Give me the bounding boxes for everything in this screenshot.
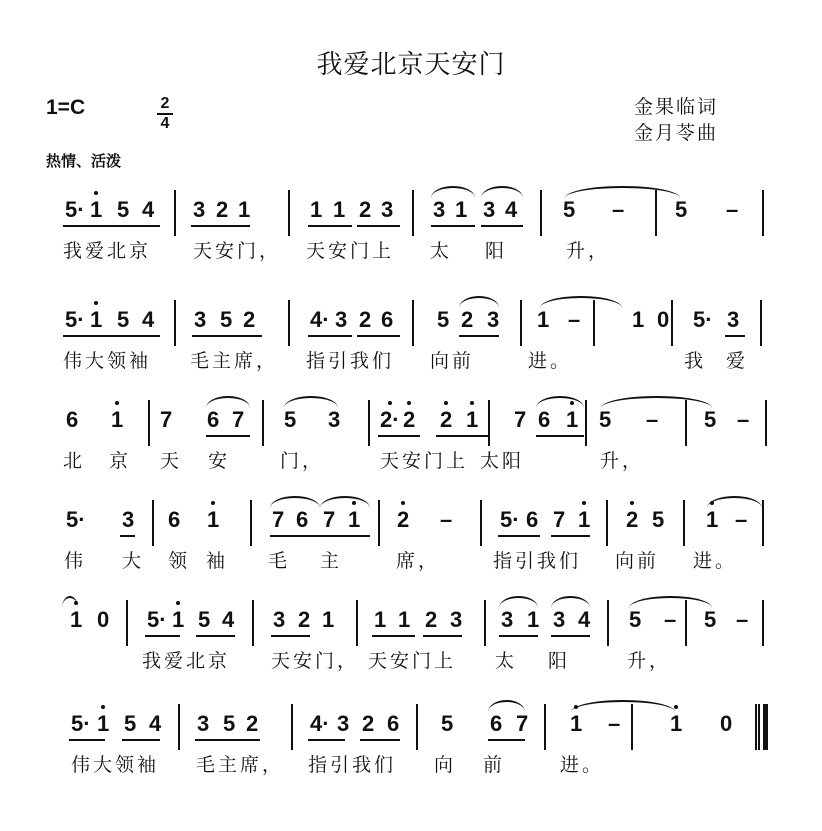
eighth-note-underline — [378, 435, 420, 437]
note: 7 — [232, 407, 245, 432]
lyric-text: 京 — [109, 450, 132, 472]
eighth-note-underline — [271, 635, 310, 637]
bar-line — [762, 190, 764, 236]
slur-arc — [206, 396, 250, 408]
note: 7 — [514, 407, 527, 432]
note: 4 — [142, 197, 155, 222]
note: 3 — [122, 507, 135, 532]
note: 6 — [387, 711, 400, 736]
note: 6 — [381, 307, 394, 332]
note: 7 — [160, 407, 173, 432]
note: – — [737, 407, 750, 432]
bar-line — [484, 600, 486, 646]
slur-arc — [270, 496, 320, 508]
notation-row — [0, 698, 822, 788]
bar-line — [250, 500, 252, 546]
bar-line — [540, 190, 542, 236]
note: 5 — [652, 507, 665, 532]
note: 2 — [626, 508, 638, 532]
note: 5 — [437, 307, 450, 332]
slur-arc — [431, 186, 475, 198]
slur-arc — [571, 700, 675, 712]
note: 2 — [359, 197, 372, 222]
note: 5 — [675, 197, 688, 222]
note: 0 — [720, 711, 733, 736]
bar-line — [368, 400, 370, 446]
note: 3 — [194, 307, 207, 332]
eighth-note-underline — [145, 635, 180, 637]
slur-arc — [565, 186, 680, 198]
bar-line — [607, 600, 609, 646]
note: 6 — [296, 507, 309, 532]
slur-arc — [320, 496, 370, 508]
lyric-text: 进。 — [528, 350, 573, 372]
bar-line — [152, 500, 154, 546]
note: 3 — [450, 607, 463, 632]
tempo-marking: 热情、活泼 — [46, 152, 122, 170]
slur-arc — [707, 496, 762, 508]
eighth-note-underline — [459, 335, 499, 337]
note: 5 — [117, 307, 130, 332]
bar-line — [126, 600, 128, 646]
note: 3 — [553, 607, 566, 632]
lyric-text: 毛 — [268, 550, 291, 572]
lyric-text: 我 — [684, 350, 707, 372]
note: 1 — [706, 508, 718, 532]
eighth-note-underline — [725, 335, 745, 337]
eighth-note-underline — [431, 225, 475, 227]
lyric-text: 毛主席， — [190, 350, 279, 372]
lyric-text: 升， — [627, 650, 672, 672]
eighth-note-underline — [488, 739, 525, 741]
note: 2 — [359, 307, 372, 332]
note: 1 — [333, 197, 346, 222]
bar-line — [671, 300, 673, 346]
lyric-text: 大 — [122, 550, 145, 572]
lyric-text: 伟大领袖 — [71, 754, 160, 776]
bar-line — [760, 300, 762, 346]
note: 1 — [90, 198, 102, 222]
lyric-text: 席， — [396, 550, 441, 572]
note: 3 — [328, 407, 341, 432]
bar-line — [412, 190, 414, 236]
bar-line — [412, 300, 414, 346]
eighth-note-underline — [536, 435, 584, 437]
bar-line — [683, 500, 685, 546]
lyric-text: 北 — [63, 450, 86, 472]
eighth-note-underline — [372, 635, 415, 637]
note: – — [608, 711, 621, 736]
bar-line — [606, 500, 608, 546]
note: 1 — [398, 607, 411, 632]
bar-line — [291, 704, 293, 750]
slur-arc — [459, 296, 499, 308]
eighth-note-underline — [69, 739, 105, 741]
note: 6 — [168, 507, 181, 532]
lyric-text: 向前 — [430, 350, 475, 372]
note: 5· — [65, 307, 85, 332]
lyric-text: 进。 — [560, 754, 605, 776]
note: – — [646, 407, 659, 432]
eighth-note-underline — [63, 225, 160, 227]
slur-arc — [540, 296, 622, 308]
time-signature-numerator: 2 — [160, 95, 170, 112]
lyric-text: 阳 — [548, 650, 571, 672]
slur-arc — [629, 596, 712, 608]
eighth-note-underline — [360, 739, 400, 741]
note: 1 — [70, 608, 82, 632]
high-octave-dot — [401, 501, 405, 505]
note: 1 — [111, 408, 123, 432]
lyric-text: 天 — [160, 450, 183, 472]
note: 7 — [553, 507, 566, 532]
eighth-note-underline — [357, 335, 400, 337]
note: 5 — [704, 607, 717, 632]
note: 2 — [362, 711, 375, 736]
note: 1 — [632, 307, 645, 332]
eighth-note-underline — [191, 225, 250, 227]
slur-arc — [551, 596, 590, 608]
note: 1 — [238, 197, 251, 222]
lyric-text: 天安门， — [271, 650, 360, 672]
song-title: 我爱北京天安门 — [316, 50, 506, 80]
eighth-note-underline — [192, 335, 262, 337]
note: 5 — [284, 407, 297, 432]
final-bar-thin — [758, 704, 760, 750]
final-bar-thick — [763, 704, 768, 750]
high-octave-dot — [470, 401, 474, 405]
note: 2 — [298, 607, 311, 632]
note: 2 — [216, 197, 229, 222]
note: 1 — [455, 197, 468, 222]
high-octave-dot — [444, 401, 448, 405]
high-octave-dot — [94, 191, 98, 195]
slur-arc — [62, 596, 78, 608]
notation-row — [0, 494, 822, 584]
note: 5· — [66, 507, 86, 532]
lyric-text: 前 — [483, 754, 506, 776]
lyric-text: 天安门， — [193, 240, 282, 262]
note: 5 — [117, 197, 130, 222]
bar-line — [480, 500, 482, 546]
lyric-text: 指引我们 — [493, 550, 582, 572]
bar-line — [765, 400, 767, 446]
composer-credit: 金月苓曲 — [634, 122, 719, 144]
lyric-text: 天安门上 — [380, 450, 469, 472]
note: 1 — [566, 408, 578, 432]
note: 5· — [147, 607, 167, 632]
note: 1 — [466, 408, 478, 432]
note: 2 — [397, 508, 409, 532]
note: 5 — [704, 407, 717, 432]
bar-line — [148, 400, 150, 446]
eighth-note-underline — [270, 535, 320, 537]
high-octave-dot — [94, 301, 98, 305]
eighth-note-underline — [498, 535, 540, 537]
lyric-text: 升， — [566, 240, 611, 262]
lyric-text: 向前 — [615, 550, 660, 572]
eighth-note-underline — [63, 335, 160, 337]
note: 1 — [207, 508, 219, 532]
note: 5 — [223, 711, 236, 736]
note: 5 — [441, 711, 454, 736]
time-signature-denominator: 4 — [160, 115, 170, 132]
bar-line — [762, 500, 764, 546]
eighth-note-underline — [499, 635, 538, 637]
slur-arc — [488, 700, 525, 712]
note: 3 — [433, 197, 446, 222]
bar-line — [755, 704, 757, 750]
lyric-text: 指引我们 — [306, 350, 395, 372]
slur-arc — [601, 396, 712, 408]
lyric-text: 天安门上 — [368, 650, 457, 672]
bar-line — [262, 400, 264, 446]
note: 3 — [193, 197, 206, 222]
lyric-text: 太 — [430, 240, 453, 262]
eighth-note-underline — [308, 739, 345, 741]
high-octave-dot — [115, 401, 119, 405]
slur-arc — [499, 596, 538, 608]
note: 2 — [246, 711, 259, 736]
notation-row — [0, 394, 822, 484]
note: 1 — [310, 197, 323, 222]
high-octave-dot — [582, 501, 586, 505]
bar-line — [585, 400, 587, 446]
lyric-text: 进。 — [693, 550, 738, 572]
high-octave-dot — [407, 401, 411, 405]
note: 6 — [526, 507, 539, 532]
lyric-text: 袖 — [206, 550, 229, 572]
lyric-text: 升， — [600, 450, 645, 472]
note: – — [440, 507, 453, 532]
note: 2 — [243, 307, 256, 332]
bar-line — [174, 190, 176, 236]
note: – — [664, 607, 677, 632]
eighth-note-underline — [206, 435, 250, 437]
note: 3 — [197, 711, 210, 736]
note: 4 — [578, 607, 591, 632]
note: 5 — [124, 711, 137, 736]
note: 1 — [322, 607, 335, 632]
note: 4 — [149, 711, 162, 736]
lyricist-credit: 金果临词 — [634, 96, 719, 118]
notation-row — [0, 184, 822, 274]
note: 4 — [142, 307, 155, 332]
note: 5 — [220, 307, 233, 332]
bar-line — [520, 300, 522, 346]
note: 4· — [310, 307, 330, 332]
eighth-note-underline — [308, 225, 352, 227]
note: – — [612, 197, 625, 222]
lyric-text: 我爱北京 — [142, 650, 231, 672]
note: – — [726, 197, 739, 222]
note: 6 — [490, 711, 503, 736]
note: 1 — [90, 308, 102, 332]
lyric-text: 指引我们 — [308, 754, 397, 776]
note: 5 — [198, 607, 211, 632]
note: 1 — [570, 712, 582, 736]
note: 2· — [380, 408, 400, 432]
slur-arc — [536, 396, 584, 408]
note: 7 — [516, 711, 529, 736]
note: – — [735, 507, 748, 532]
eighth-note-underline — [481, 225, 523, 227]
eighth-note-underline — [308, 335, 352, 337]
note: 0 — [97, 607, 110, 632]
note: 3 — [483, 197, 496, 222]
high-octave-dot — [630, 501, 634, 505]
lyric-text: 爱 — [726, 350, 749, 372]
high-octave-dot — [176, 601, 180, 605]
note: 1 — [537, 307, 550, 332]
bar-line — [762, 600, 764, 646]
note: 2 — [461, 307, 474, 332]
note: 3 — [273, 607, 286, 632]
lyric-text: 领 — [168, 550, 191, 572]
eighth-note-underline — [357, 225, 400, 227]
eighth-note-underline — [423, 635, 462, 637]
note: 1 — [578, 508, 590, 532]
eighth-note-underline — [122, 739, 160, 741]
note: 5 — [599, 407, 612, 432]
note: 3 — [337, 711, 350, 736]
lyric-text: 阳 — [485, 240, 508, 262]
note: 1 — [97, 712, 109, 736]
note: 4 — [222, 607, 235, 632]
lyric-text: 安 — [208, 450, 231, 472]
key-signature: 1=C — [46, 96, 86, 119]
note: 3 — [727, 307, 740, 332]
lyric-text: 伟 — [64, 550, 87, 572]
note: 1 — [670, 712, 682, 736]
note: 5· — [71, 711, 91, 736]
high-octave-dot — [388, 401, 392, 405]
note: 0 — [657, 307, 670, 332]
bar-line — [174, 300, 176, 346]
eighth-note-underline — [551, 535, 590, 537]
bar-line — [288, 300, 290, 346]
slur-arc — [284, 396, 338, 408]
note: 3 — [501, 607, 514, 632]
bar-line — [416, 704, 418, 750]
eighth-note-underline — [195, 739, 260, 741]
bar-line — [488, 400, 490, 446]
note: 3 — [381, 197, 394, 222]
time-signature — [157, 96, 173, 132]
bar-line — [252, 600, 254, 646]
note: 5 — [629, 607, 642, 632]
lyric-text: 天安门上 — [306, 240, 395, 262]
note: 1 — [527, 607, 540, 632]
lyric-text: 太 — [495, 650, 518, 672]
eighth-note-underline — [120, 535, 135, 537]
notation-row — [0, 594, 822, 684]
note: 2 — [425, 607, 438, 632]
eighth-note-underline — [320, 535, 370, 537]
note: 1 — [374, 607, 387, 632]
note: 6 — [538, 407, 551, 432]
note: 7 — [272, 507, 285, 532]
note: 4· — [310, 711, 330, 736]
lyric-text: 毛主席， — [196, 754, 285, 776]
note: – — [568, 307, 581, 332]
eighth-note-underline — [551, 635, 590, 637]
eighth-note-underline — [196, 635, 235, 637]
note: 2 — [440, 408, 452, 432]
note: 6 — [66, 407, 79, 432]
high-octave-dot — [211, 501, 215, 505]
note: 4 — [505, 197, 518, 222]
credits — [634, 94, 718, 146]
eighth-note-underline — [436, 435, 490, 437]
note: 5 — [563, 197, 576, 222]
note: – — [736, 607, 749, 632]
high-octave-dot — [674, 705, 678, 709]
bar-line — [288, 190, 290, 236]
lyric-text: 我爱北京 — [63, 240, 152, 262]
bar-line — [544, 704, 546, 750]
note: 1 — [172, 608, 184, 632]
note: 5· — [65, 197, 85, 222]
note: 3 — [335, 307, 348, 332]
bar-line — [378, 500, 380, 546]
high-octave-dot — [101, 705, 105, 709]
lyric-text: 向 — [434, 754, 457, 776]
note: 5· — [693, 307, 713, 332]
bar-line — [356, 600, 358, 646]
lyric-text: 伟大领袖 — [63, 350, 152, 372]
note: 3 — [487, 307, 500, 332]
note: 2 — [403, 408, 415, 432]
note: 7 — [323, 507, 336, 532]
lyric-text: 主 — [320, 550, 343, 572]
lyric-text: 太阳 — [480, 450, 525, 472]
lyric-text: 门， — [280, 450, 325, 472]
note: 6 — [207, 407, 220, 432]
note: 5· — [500, 507, 520, 532]
bar-line — [178, 704, 180, 750]
note: 1 — [348, 508, 360, 532]
slur-arc — [481, 186, 523, 198]
notation-row — [0, 294, 822, 384]
